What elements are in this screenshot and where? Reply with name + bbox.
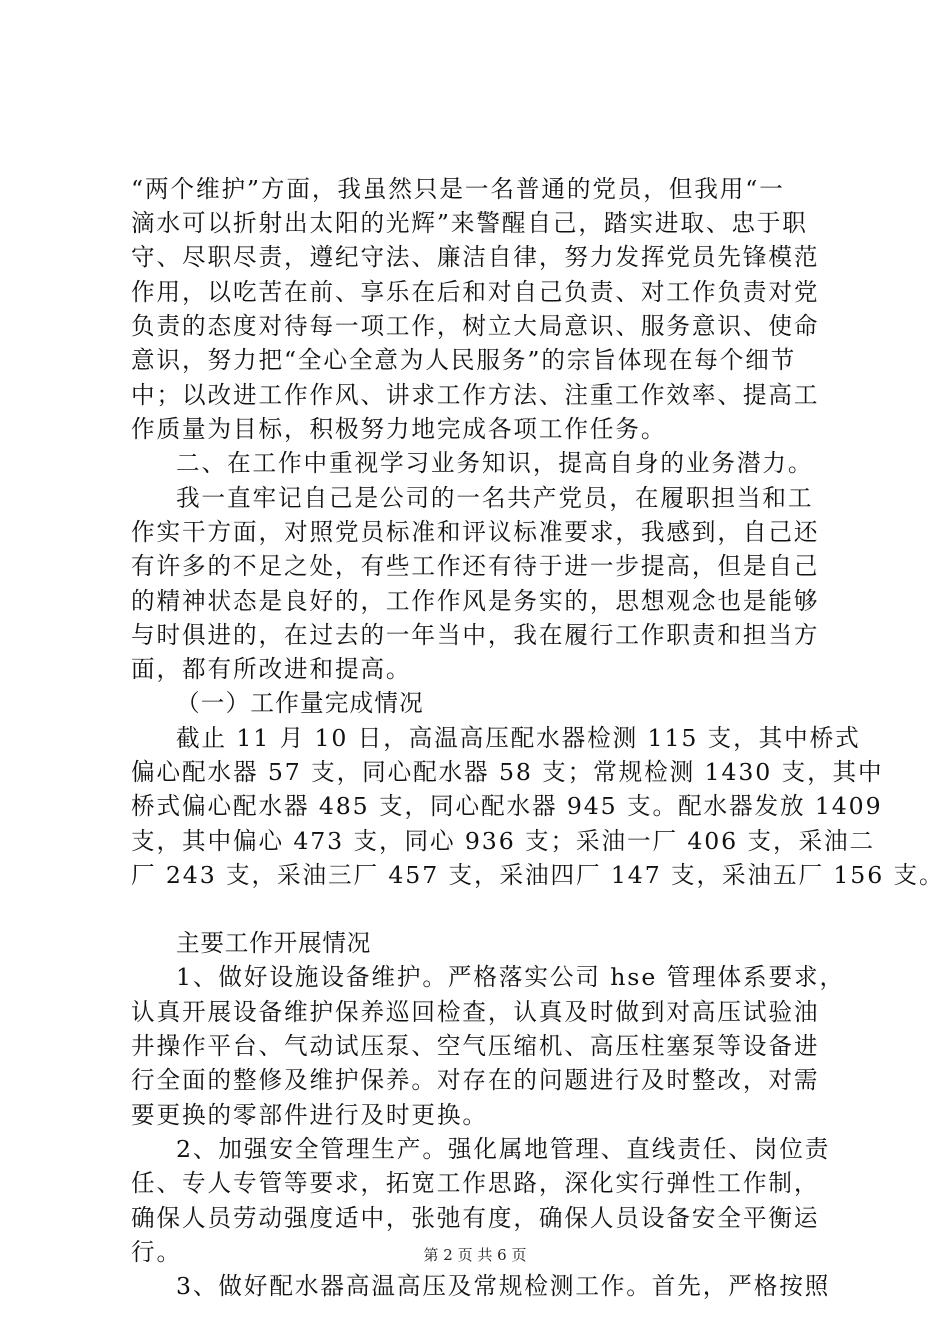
text-line: 作用，以吃苦在前、享乐在后和对自己负责、对工作负责对党 [131, 278, 820, 306]
text-line: 滴水可以折射出太阳的光辉”来警醒自己，踏实进取、忠于职 [131, 209, 808, 237]
text-line: 2、加强安全管理生产。强化属地管理、直线责任、岗位责 [176, 1135, 831, 1163]
text-line: 与时俱进的，在过去的一年当中，我在履行工作职责和担当方 [131, 621, 820, 649]
text-line: 行。 [131, 1238, 182, 1266]
text-line: 1、做好设施设备维护。严格落实公司 hse 管理体系要求， [176, 963, 846, 991]
page-number-footer: 第 2 页 共 6 页 [423, 1246, 527, 1264]
section-heading: 二、在工作中重视学习业务知识，提高自身的业务潜力。 [176, 449, 814, 477]
text-line: 作质量为目标，积极努力地完成各项工作任务。 [131, 415, 667, 443]
text-line: 偏心配水器 57 支，同心配水器 58 支；常规检测 1430 支，其中 [131, 758, 884, 786]
text-line: 面，都有所改进和提高。 [131, 655, 412, 683]
section-heading: 主要工作开展情况 [176, 929, 372, 957]
text-line: 任、专人专管等要求，拓宽工作思路，深化实行弹性工作制， [131, 1169, 820, 1197]
text-line: 的精神状态是良好的，工作作风是务实的，思想观念也是能够 [131, 587, 820, 615]
text-line: 支，其中偏心 473 支，同心 936 支；采油一厂 406 支，采油二 [131, 827, 875, 855]
text-line: 守、尽职尽责，遵纪守法、廉洁自律，努力发挥党员先锋模范 [131, 243, 820, 271]
text-line: 井操作平台、气动试压泵、空气压缩机、高压柱塞泵等设备进 [131, 1032, 820, 1060]
text-line: 中；以改进工作作风、讲求工作方法、注重工作效率、提高工 [131, 381, 820, 409]
text-line: 确保人员劳动强度适中，张弛有度，确保人员设备安全平衡运 [131, 1204, 820, 1232]
text-line: 厂 243 支，采油三厂 457 支，采油四厂 147 支，采油五厂 156 支。 [131, 861, 945, 889]
text-line: 3、做好配水器高温高压及常规检测工作。首先，严格按照 [176, 1272, 831, 1300]
text-line: “两个维护”方面，我虽然只是一名普通的党员，但我用“一 [131, 175, 785, 203]
text-line: 我一直牢记自己是公司的一名共产党员，在履职担当和工 [176, 484, 814, 512]
text-line: 意识，努力把“全心全意为人民服务”的宗旨体现在每个细节 [131, 346, 797, 374]
text-line: 行全面的整修及维护保养。对存在的问题进行及时整改，对需 [131, 1066, 820, 1094]
text-line: 作实干方面，对照党员标准和评议标准要求，我感到，自己还 [131, 518, 820, 546]
text-line: 截止 11 月 10 日，高温高压配水器检测 115 支，其中桥式 [176, 724, 861, 752]
subsection-heading: （一）工作量完成情况 [176, 689, 424, 717]
text-line: 认真开展设备维护保养巡回检查，认真及时做到对高压试验油 [131, 998, 820, 1026]
text-line: 负责的态度对待每一项工作，树立大局意识、服务意识、使命 [131, 312, 820, 340]
text-line: 要更换的零部件进行及时更换。 [131, 1101, 488, 1129]
text-line: 桥式偏心配水器 485 支，同心配水器 945 支。配水器发放 1409 [131, 792, 883, 820]
text-line: 有许多的不足之处，有些工作还有待于进一步提高，但是自己 [131, 552, 820, 580]
